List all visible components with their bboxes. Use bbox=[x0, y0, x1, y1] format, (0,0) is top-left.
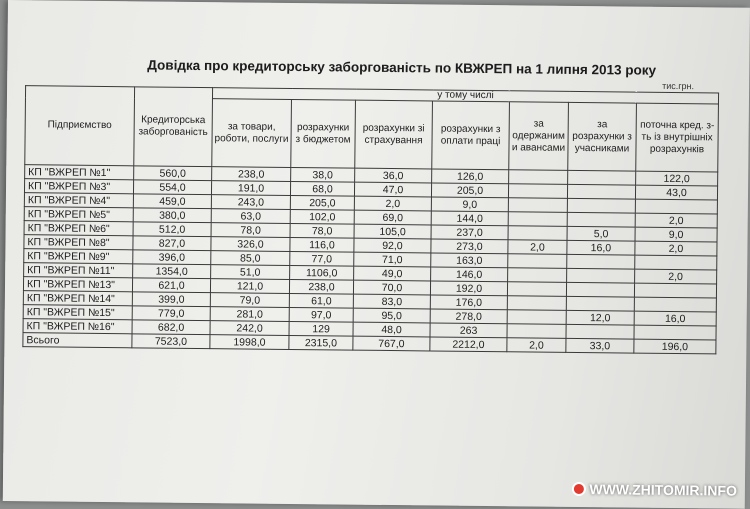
cell-budget: 61,0 bbox=[289, 293, 353, 308]
unit-label: тис.грн. bbox=[662, 80, 695, 92]
cell-budget: 2315,0 bbox=[289, 335, 353, 350]
header-participants: за розрахунки з учасниками bbox=[568, 103, 637, 172]
cell-total: 779,0 bbox=[132, 306, 210, 321]
cell-name: КП "ВЖРЕП №15" bbox=[23, 305, 132, 320]
cell-wages: 192,0 bbox=[430, 281, 507, 296]
cell-internal: 2,0 bbox=[635, 213, 717, 228]
cell-budget: 129 bbox=[289, 321, 353, 336]
cell-total: 396,0 bbox=[133, 250, 211, 265]
cell-budget: 205,0 bbox=[290, 195, 354, 210]
cell-name: Всього bbox=[23, 333, 132, 348]
cell-insurance: 92,0 bbox=[354, 238, 431, 253]
cell-insurance: 2,0 bbox=[354, 196, 431, 211]
cell-advances bbox=[508, 268, 567, 283]
cell-budget: 1106,0 bbox=[290, 265, 354, 280]
cell-total: 380,0 bbox=[133, 208, 211, 223]
cell-goods: 281,0 bbox=[210, 307, 289, 322]
cell-advances bbox=[508, 184, 567, 199]
header-budget: розрахунки з бюджетом bbox=[291, 100, 356, 169]
cell-total: 512,0 bbox=[133, 222, 211, 237]
cell-internal bbox=[634, 297, 716, 312]
header-insurance: розрахунки зі страхування bbox=[355, 100, 433, 169]
cell-name: КП "ВЖРЕП №8" bbox=[24, 235, 133, 250]
cell-wages: 144,0 bbox=[431, 211, 508, 226]
cell-total: 560,0 bbox=[134, 166, 212, 181]
cell-internal: 16,0 bbox=[634, 311, 716, 326]
cell-name: КП "ВЖРЕП №11" bbox=[24, 263, 133, 278]
cell-participants bbox=[567, 212, 635, 227]
cell-advances bbox=[508, 212, 567, 227]
cell-participants bbox=[566, 324, 634, 339]
cell-advances bbox=[508, 198, 567, 213]
cell-goods: 242,0 bbox=[210, 321, 289, 336]
cell-name: КП "ВЖРЕП №16" bbox=[23, 319, 132, 334]
cell-advances: 2,0 bbox=[508, 240, 567, 255]
cell-name: КП "ВЖРЕП №1" bbox=[25, 165, 134, 180]
cell-goods: 63,0 bbox=[211, 209, 290, 224]
cell-total: 459,0 bbox=[133, 194, 211, 209]
cell-total: 827,0 bbox=[133, 236, 211, 251]
cell-participants: 12,0 bbox=[566, 310, 634, 325]
cell-wages: 237,0 bbox=[431, 225, 508, 240]
cell-budget: 77,0 bbox=[290, 251, 354, 266]
cell-budget: 102,0 bbox=[290, 209, 354, 224]
cell-goods: 326,0 bbox=[211, 237, 290, 252]
cell-name: КП "ВЖРЕП №4" bbox=[24, 193, 133, 208]
cell-budget: 116,0 bbox=[290, 237, 354, 252]
cell-total: 621,0 bbox=[132, 278, 210, 293]
cell-wages: 9,0 bbox=[431, 197, 508, 212]
cell-participants bbox=[567, 254, 635, 269]
cell-internal: 2,0 bbox=[635, 241, 717, 256]
cell-total: 7523,0 bbox=[132, 334, 210, 349]
cell-participants bbox=[567, 184, 635, 199]
cell-advances bbox=[508, 226, 567, 241]
cell-wages: 263 bbox=[430, 323, 507, 338]
cell-wages: 146,0 bbox=[431, 267, 508, 282]
cell-name: КП "ВЖРЕП №14" bbox=[23, 291, 132, 306]
cell-budget: 78,0 bbox=[290, 223, 354, 238]
cell-insurance: 71,0 bbox=[354, 252, 431, 267]
cell-wages: 278,0 bbox=[430, 309, 507, 324]
header-total-debt: Кредиторська заборгованість bbox=[134, 87, 213, 167]
cell-name: КП "ВЖРЕП №5" bbox=[24, 207, 133, 222]
cell-wages: 176,0 bbox=[430, 295, 507, 310]
cell-advances bbox=[507, 324, 566, 339]
cell-goods: 121,0 bbox=[210, 279, 289, 294]
cell-total: 554,0 bbox=[133, 180, 211, 195]
cell-insurance: 105,0 bbox=[354, 224, 431, 239]
cell-insurance: 70,0 bbox=[353, 280, 430, 295]
cell-goods: 78,0 bbox=[211, 223, 290, 238]
cell-goods: 1998,0 bbox=[210, 335, 289, 350]
header-enterprise: Підприємство bbox=[25, 86, 135, 166]
cell-advances bbox=[507, 296, 566, 311]
cell-participants bbox=[567, 198, 635, 213]
cell-total: 1354,0 bbox=[133, 264, 211, 279]
cell-insurance: 95,0 bbox=[353, 308, 430, 323]
cell-wages: 273,0 bbox=[431, 239, 508, 254]
cell-participants: 33,0 bbox=[566, 338, 634, 353]
site-logo-icon bbox=[571, 482, 585, 496]
cell-budget: 68,0 bbox=[290, 181, 354, 196]
cell-participants bbox=[566, 296, 634, 311]
cell-budget: 238,0 bbox=[289, 279, 353, 294]
cell-goods: 85,0 bbox=[211, 251, 290, 266]
document-page bbox=[3, 0, 750, 509]
cell-budget: 97,0 bbox=[289, 307, 353, 322]
document-title: Довідка про кредиторську заборгованість по КВЖРЕП на 1 липня 2013 року bbox=[147, 57, 657, 78]
cell-insurance: 69,0 bbox=[354, 210, 431, 225]
cell-participants bbox=[568, 170, 636, 185]
cell-goods: 243,0 bbox=[211, 195, 290, 210]
site-watermark bbox=[571, 481, 737, 499]
cell-participants: 5,0 bbox=[567, 226, 635, 241]
cell-name: КП "ВЖРЕП №6" bbox=[24, 221, 133, 236]
cell-internal bbox=[635, 199, 717, 214]
header-group: у тому числі bbox=[212, 88, 718, 104]
cell-name: КП "ВЖРЕП №9" bbox=[24, 249, 133, 264]
header-goods: за товари, роботи, послуги bbox=[212, 99, 292, 168]
cell-advances bbox=[507, 282, 566, 297]
cell-internal bbox=[634, 283, 716, 298]
cell-participants: 16,0 bbox=[567, 240, 635, 255]
cell-internal: 43,0 bbox=[635, 185, 717, 200]
cell-advances bbox=[509, 170, 568, 185]
cell-insurance: 83,0 bbox=[353, 294, 430, 309]
debt-table bbox=[22, 85, 719, 354]
cell-advances: 2,0 bbox=[507, 338, 566, 353]
cell-internal bbox=[634, 325, 716, 340]
cell-insurance: 49,0 bbox=[354, 266, 431, 281]
cell-budget: 38,0 bbox=[291, 167, 355, 182]
cell-internal bbox=[635, 255, 717, 270]
cell-internal: 9,0 bbox=[635, 227, 717, 242]
cell-wages: 205,0 bbox=[431, 183, 508, 198]
header-wages: розрахунки з оплати праці bbox=[432, 101, 510, 170]
cell-internal: 122,0 bbox=[636, 171, 718, 186]
cell-internal: 196,0 bbox=[634, 339, 716, 354]
cell-insurance: 47,0 bbox=[354, 182, 431, 197]
cell-participants bbox=[567, 268, 635, 283]
header-internal: поточна кред. з-ть із внутрішніх розрахунків bbox=[636, 103, 719, 172]
cell-goods: 51,0 bbox=[211, 265, 290, 280]
cell-name: КП "ВЖРЕП №13" bbox=[23, 277, 132, 292]
cell-goods: 191,0 bbox=[211, 181, 290, 196]
watermark-text: WWW.ZHITOMIR.INFO bbox=[589, 481, 737, 499]
cell-insurance: 767,0 bbox=[353, 336, 430, 351]
cell-advances bbox=[508, 254, 567, 269]
cell-total: 682,0 bbox=[132, 320, 210, 335]
cell-advances bbox=[507, 310, 566, 325]
cell-internal: 2,0 bbox=[635, 269, 717, 284]
cell-insurance: 48,0 bbox=[353, 322, 430, 337]
cell-participants bbox=[566, 282, 634, 297]
cell-wages: 2212,0 bbox=[430, 337, 507, 352]
cell-goods: 79,0 bbox=[210, 293, 289, 308]
cell-name: КП "ВЖРЕП №3" bbox=[24, 179, 133, 194]
cell-goods: 238,0 bbox=[212, 167, 291, 182]
cell-insurance: 36,0 bbox=[355, 168, 432, 183]
cell-wages: 126,0 bbox=[432, 169, 509, 184]
cell-wages: 163,0 bbox=[431, 253, 508, 268]
cell-total: 399,0 bbox=[132, 292, 210, 307]
header-advances: за одержаним и авансами bbox=[509, 102, 569, 170]
